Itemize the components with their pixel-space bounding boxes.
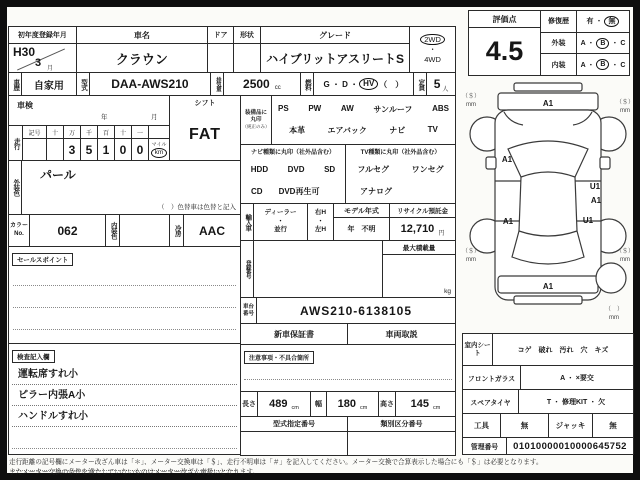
- grade-cell: [261, 27, 410, 72]
- defect-notes-line: [244, 365, 452, 380]
- car-body: [495, 110, 601, 300]
- repair-none-circled: 無: [604, 16, 619, 27]
- nav-item-hdd: HDD: [250, 164, 269, 174]
- interior-color-value: [120, 215, 170, 246]
- windshield-row: [463, 366, 633, 390]
- type-designation-values: [241, 432, 455, 455]
- equipment-item-leather: 本革: [289, 126, 306, 135]
- grade-header: グレード: [261, 27, 409, 44]
- tv-item-analog: アナログ: [360, 187, 392, 197]
- recycle-value-wrap: [390, 218, 455, 240]
- windshield-label: フロントガラス: [463, 366, 521, 389]
- body-color-block: [8, 160, 241, 215]
- shaken-odometer-block: [8, 95, 241, 161]
- equipment-row-1: [278, 104, 449, 115]
- inspection-tag: 検査記入欄: [12, 350, 55, 363]
- interior-grade-suffix: ・ C: [611, 61, 626, 69]
- tread-depth-rear-left: （＄）: [462, 249, 481, 255]
- tread-depth-rear-right: （＄）: [615, 249, 634, 255]
- damage-mark-right-rear: U1: [582, 216, 594, 225]
- displacement-unit: cc: [274, 85, 281, 91]
- repair-history-value: [577, 11, 629, 32]
- capacity-unit: 人: [442, 86, 449, 93]
- equipment-item-pw: PW: [308, 104, 322, 113]
- shape-cell: [234, 27, 261, 72]
- tools-label: 工具: [463, 414, 501, 437]
- import-dealer: ディーラー: [264, 208, 297, 216]
- defect-notes-tag: 注意事項・不具合箇所: [244, 351, 314, 364]
- first-reg-cell: [9, 27, 77, 72]
- import-label: 輸入車: [241, 204, 254, 240]
- type-designation-block: [240, 416, 456, 456]
- rating-grades: [541, 11, 629, 75]
- recycle-cell: [390, 204, 455, 240]
- tread-depth-front-left: （＄）: [462, 94, 481, 100]
- drivetrain-4wd: 4WD: [424, 55, 441, 65]
- odometer-digit: 5: [81, 139, 98, 160]
- class-number-header: 類別区分番号: [380, 421, 423, 428]
- shape-value: [234, 44, 260, 72]
- ac-value: AAC: [199, 223, 225, 238]
- color-no-label: カラーNo.: [9, 215, 30, 246]
- import-left-handle: 左H: [314, 226, 327, 234]
- tread-depth-spare: （ ）: [604, 307, 624, 313]
- repair-history-row: [541, 11, 629, 33]
- nav-item-sd: SD: [324, 164, 336, 174]
- equipment-label: [241, 96, 272, 144]
- shift-cell: [170, 96, 240, 160]
- car-name-cell: [77, 27, 208, 72]
- car-name-header: 車名: [77, 27, 207, 44]
- footnote: [9, 458, 631, 477]
- tv-type-header: TV種類に丸印（社外品含む）: [360, 150, 441, 156]
- chassis-block: [240, 297, 456, 324]
- interior-grade-label: 内装: [541, 54, 577, 75]
- first-reg-header: 初年度登録年月: [9, 27, 76, 44]
- max-load-header: 最大積載量: [383, 241, 455, 255]
- interior-grade-value: [577, 54, 629, 75]
- tv-type-cell: [346, 145, 455, 203]
- left-mirror: [486, 157, 496, 169]
- tread-unit: mm: [620, 257, 630, 263]
- registration-block: [240, 240, 456, 298]
- door-cell: [208, 27, 234, 72]
- damage-mark-right-upper: U1: [589, 182, 601, 191]
- spare-tire-row: [463, 390, 633, 414]
- model-year-value: 年 不明: [347, 226, 376, 233]
- sales-point-line: [13, 267, 236, 286]
- model-year-header: モデル年式: [334, 204, 389, 218]
- exterior-grade-label: 外装: [541, 33, 577, 54]
- vehicle-spec-row: [8, 72, 456, 96]
- equipment-items: [272, 96, 455, 144]
- class-number-value: [348, 432, 455, 455]
- car-name-value: クラウン: [115, 51, 168, 67]
- color-no-value: 062: [30, 215, 106, 246]
- shaken-year-label: 年: [101, 114, 108, 121]
- tv-item-oneseg: ワンセグ: [411, 164, 444, 174]
- drivetrain-cell: [410, 27, 455, 72]
- tv-type-row-2: [346, 181, 455, 204]
- import-handle-cell: [308, 204, 334, 240]
- warranty-cell: 新車保証書: [241, 324, 348, 344]
- ac-label: 冷房: [170, 215, 184, 246]
- odometer-header-col: 千: [81, 126, 98, 138]
- odometer-header-unit: [149, 126, 169, 138]
- displacement-cell: [224, 73, 301, 95]
- rear-lip: [514, 296, 582, 304]
- history-value: 自家用: [22, 73, 77, 95]
- odometer-label: 走行: [9, 126, 23, 160]
- equipment-row-2: [278, 125, 449, 136]
- first-reg-value: [9, 44, 76, 72]
- nav-item-cd: CD: [251, 187, 263, 197]
- model-code-value: DAA-AWS210: [90, 73, 211, 95]
- defect-notes-block: [240, 344, 456, 392]
- history-label: 車歴: [9, 73, 22, 95]
- odometer-sign-value: [23, 139, 47, 160]
- damage-mark-front-bumper: A1: [542, 99, 554, 108]
- nav-type-header: ナビ種類に丸印（社外品含む）: [250, 150, 335, 156]
- equipment-item-ps: PS: [278, 104, 289, 113]
- width-value: 180: [337, 398, 356, 410]
- equipment-item-airbag: エアバック: [327, 126, 367, 135]
- tv-type-row-1: [346, 158, 455, 181]
- model-year-cell: [334, 204, 390, 240]
- footnote-line-1: 走行距離の記号欄にメーター改ざん車は「＊」、メーター交換車は「＄」、走行不明車は「＃」を記入してください。メーター交換で合算表示した場合にも「＄」は必要となります。: [9, 459, 543, 466]
- equipment-block: [240, 95, 456, 145]
- manual-cell: 車両取説: [385, 329, 418, 339]
- fuel-options: G ・ D ・: [323, 79, 359, 89]
- tread-unit: mm: [609, 315, 619, 321]
- equipment-item-aw: AW: [340, 104, 354, 113]
- nav-tv-block: [240, 144, 456, 204]
- spec-number-value: [241, 432, 348, 455]
- odometer-unit-mile: マイル: [151, 141, 167, 148]
- first-reg-era: H30: [13, 45, 36, 59]
- odometer-digit-row: [23, 139, 169, 160]
- right-mirror: [600, 157, 610, 169]
- shaken-odometer-left: [9, 96, 170, 160]
- odometer-unit-km-circled: km: [151, 148, 168, 159]
- body-color-label: 外装色: [9, 161, 22, 214]
- spec-number-header: 型式指定番号: [241, 417, 348, 431]
- exterior-grade-suffix: ・ C: [611, 40, 626, 47]
- import-block: [240, 203, 456, 241]
- equipment-item-sunroof: サンルーフ: [373, 105, 413, 114]
- color-no-block: [8, 214, 241, 247]
- body-color-note: （ ）色替車は色替と記入: [158, 204, 236, 211]
- fuel-cell: [314, 73, 414, 95]
- repair-options: 有 ・: [586, 18, 603, 26]
- damage-mark-left-rear: A1: [502, 217, 514, 226]
- capacity-cell: [427, 73, 455, 95]
- exterior-grade-prefix: A ・: [580, 40, 595, 47]
- import-parallel: 並行: [274, 226, 287, 234]
- shift-value: FAT: [188, 125, 222, 143]
- tread-unit: mm: [466, 102, 476, 108]
- recycle-header: リサイクル預託金: [390, 204, 455, 218]
- jack-value: 無: [609, 421, 617, 430]
- equipment-item-navi: ナビ: [389, 126, 406, 135]
- equipment-label-1: 装備品に: [244, 109, 267, 116]
- shaken-label: 車検: [17, 101, 33, 110]
- nav-item-dvd: DVD: [287, 164, 305, 174]
- management-row: [463, 438, 633, 454]
- height-value: 145: [410, 398, 429, 410]
- displacement-value: 2500: [243, 77, 270, 91]
- fuel-hv-circled: HV: [359, 78, 378, 90]
- tread-depth-front-right: （＄）: [615, 100, 634, 106]
- condition-block: [462, 333, 634, 455]
- model-code-label: 型式: [77, 73, 90, 95]
- registration-value: [254, 241, 383, 297]
- import-handle-dot: ・: [317, 217, 324, 225]
- docs-block: [240, 323, 456, 345]
- length-value: 489: [269, 398, 288, 410]
- seat-row: [463, 334, 633, 366]
- type-designation-headers: [241, 417, 455, 432]
- body-color-value: パール: [40, 168, 76, 182]
- management-label: 管理番号: [463, 438, 507, 454]
- tread-unit: mm: [620, 108, 630, 114]
- height-unit: cm: [433, 405, 441, 411]
- import-right-handle: 右H: [314, 208, 327, 216]
- score-cell: [469, 11, 541, 75]
- shift-label: シフト: [194, 99, 216, 107]
- score-value: 4.5: [485, 36, 524, 66]
- drivetrain-2wd-circled: 2WD: [420, 34, 445, 46]
- tread-unit: mm: [466, 257, 476, 263]
- height-label: 高さ: [379, 392, 396, 416]
- displacement-label: 排気量: [211, 73, 224, 95]
- registration-label: 登録番号: [241, 241, 254, 297]
- odometer-header-col: 十: [115, 126, 132, 138]
- max-load-value: [383, 255, 455, 297]
- max-load-unit: kg: [444, 288, 451, 295]
- door-value: [208, 44, 233, 72]
- first-reg-month: 3: [35, 57, 42, 69]
- first-reg-month-unit: 月: [47, 66, 54, 72]
- width-label: 幅: [311, 392, 327, 416]
- shape-header: 形状: [234, 27, 260, 44]
- chassis-label: 車台番号: [241, 298, 257, 323]
- equipment-label-3: （純正のみ）: [242, 124, 270, 130]
- capacity-label: 定員: [414, 73, 427, 95]
- seat-label: 室内シート: [463, 334, 493, 365]
- spare-tire: [596, 263, 626, 293]
- interior-color-label: 内装色: [106, 215, 120, 246]
- grade-value: ハイブリットアスリートS: [266, 51, 404, 66]
- length-cell: [258, 392, 311, 416]
- odometer-digit: 3: [64, 139, 81, 160]
- drivetrain-dot: ・: [428, 45, 437, 55]
- footnote-line-2: またメーター交換の条件を満たしていないものはメーター改ざん車扱いとなります。: [9, 468, 260, 476]
- spare-tire-value: T ・ 修理KIT ・ 欠: [546, 398, 606, 406]
- windshield-value: A ・ ×要交: [560, 374, 594, 382]
- header-row: [8, 26, 456, 73]
- door-header: ドア: [208, 27, 233, 44]
- sheet-paper: [7, 7, 634, 476]
- capacity-value: 5: [433, 77, 441, 91]
- tv-item-fullseg: フルセグ: [357, 164, 390, 174]
- odometer-digit: 0: [132, 139, 149, 160]
- max-load-cell: [383, 241, 455, 297]
- body-color-cell: [22, 161, 240, 214]
- interior-grade-prefix: A ・: [580, 61, 595, 69]
- spare-tire-label: スペアタイヤ: [463, 390, 519, 413]
- exterior-grade-b-circled: B: [596, 38, 609, 49]
- exterior-grade-row: [541, 33, 629, 55]
- equipment-label-2: 丸印: [250, 117, 262, 124]
- shaken-month-label: 月: [151, 114, 158, 121]
- tools-row: [463, 414, 633, 438]
- import-dealer-cell: [254, 204, 308, 240]
- rating-block: [468, 10, 630, 76]
- inspection-note: ピラー内張A小: [12, 385, 237, 406]
- odometer-unit-cell: [149, 139, 169, 160]
- sales-point-tag: セールスポイント: [12, 253, 73, 266]
- exterior-grade-value: [577, 33, 629, 54]
- odometer-digit: [47, 139, 64, 160]
- tools-value: 無: [501, 414, 549, 437]
- nav-item-dvd-play: DVD再生可: [278, 187, 320, 197]
- damage-mark-left-front: A1: [501, 155, 513, 164]
- front-lip: [514, 83, 582, 91]
- length-unit: cm: [291, 405, 299, 411]
- sales-point-line: [13, 286, 236, 308]
- shaken-cell: [9, 96, 169, 126]
- equipment-item-tv: TV: [427, 125, 438, 134]
- management-number: 01010000010000645752: [513, 440, 627, 452]
- inspection-note: ハンドルすれ小: [12, 406, 237, 427]
- odometer-table: [23, 126, 169, 160]
- inspection-note: 運転席すれ小: [12, 364, 237, 385]
- fuel-label: 燃料: [301, 73, 314, 95]
- interior-grade-b-circled: B: [596, 59, 609, 70]
- width-unit: cm: [360, 405, 368, 411]
- damage-mark-right-lower: A1: [590, 196, 602, 205]
- nav-type-cell: [241, 145, 346, 203]
- inspection-empty-line: [12, 427, 237, 449]
- score-header: 評価点: [469, 11, 540, 28]
- recycle-value: 12,710: [400, 223, 435, 235]
- interior-grade-row: [541, 54, 629, 75]
- odometer-header-col: 十: [47, 126, 64, 138]
- repair-history-label: 修復歴: [541, 11, 577, 32]
- length-label: 長さ: [241, 392, 258, 416]
- odometer-header-row: [23, 126, 169, 139]
- nav-type-row-2: [241, 181, 345, 204]
- nav-type-row-1: [241, 158, 345, 181]
- odometer-header-sign: 記号: [23, 126, 47, 138]
- seat-items: コゲ 破れ 汚れ 穴 キズ: [517, 346, 609, 354]
- chassis-value: AWS210-6138105: [299, 303, 413, 318]
- damage-diagram: [462, 81, 634, 331]
- inspection-block: [8, 343, 241, 455]
- odometer-row: [9, 126, 169, 160]
- odometer-digit: 1: [98, 139, 115, 160]
- odometer-header-col: 万: [64, 126, 81, 138]
- odometer-header-col: 百: [98, 126, 115, 138]
- equipment-item-abs: ABS: [432, 104, 449, 113]
- sales-point-block: [8, 246, 241, 344]
- recycle-unit: 円: [438, 230, 445, 237]
- fuel-paren: （ ）: [379, 79, 404, 89]
- import-dealer-dot: ・: [277, 217, 284, 225]
- damage-mark-rear-bumper: A1: [542, 282, 554, 291]
- dimensions-block: [240, 391, 456, 417]
- odometer-header-col: 一: [132, 126, 149, 138]
- jack-label: ジャッキ: [549, 414, 593, 437]
- sales-point-line: [13, 308, 236, 330]
- width-cell: [327, 392, 379, 416]
- odometer-digit: 0: [115, 139, 132, 160]
- height-cell: [396, 392, 455, 416]
